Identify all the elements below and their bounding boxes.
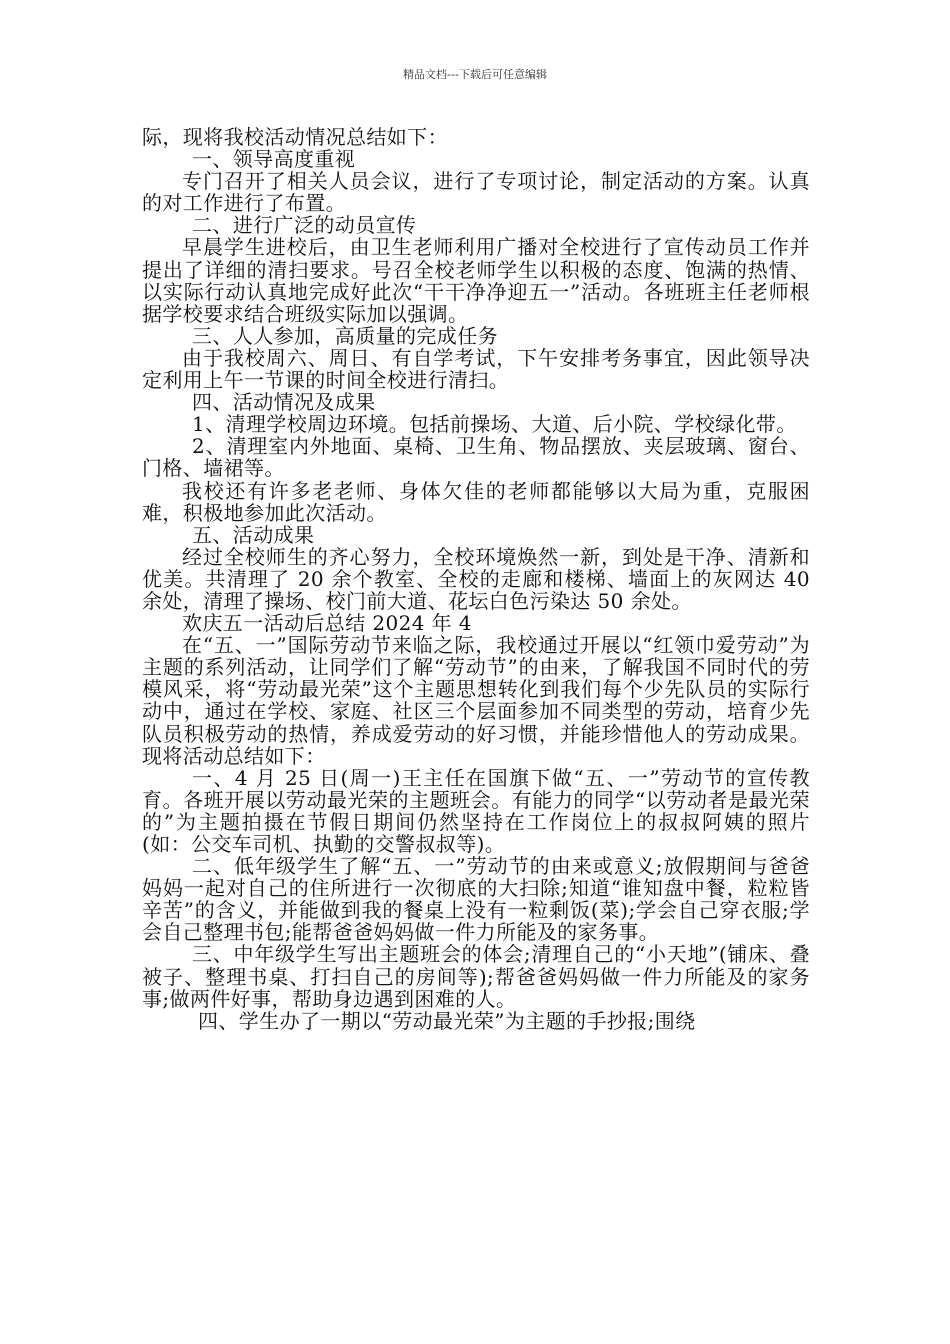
section-heading: 二、进行广泛的动员宣传 — [192, 213, 417, 238]
section-heading: 三、人人参加，高质量的完成任务 — [192, 323, 498, 348]
paragraph: 2、清理室内外地面、桌椅、卫生角、物品摆放、夹层玻璃、窗台、门格、墙裙等。 — [142, 434, 810, 481]
paragraph: 四、学生办了一期以“劳动最光荣”为主题的手抄报;围绕 — [198, 1008, 696, 1033]
paragraph: 际，现将我校活动情况总结如下： — [142, 125, 448, 149]
paragraph: 1、清理学校周边环境。包括前操场、大道、后小院、学校绿化带。 — [192, 412, 797, 437]
page-header: 精品文档---下载后可任意编辑 — [403, 68, 547, 81]
paragraph: 在“五、一”国际劳动节来临之际，我校通过开展以“红领巾爱劳动”为主题的系列活动，让同学们了解“劳动节”的由来，了解我国不同时代的劳模风采，将“劳动最光荣”这个主题思想转化到我们每个少先队员的实际行动中，通过在学校、家庭、社区三个层面参加不同类型的劳动，培育少先队员积极劳动的热情，养成爱劳动的好习惯，并能珍惜他人的劳动成果。现将活动总结如下： — [142, 633, 810, 768]
paragraph: 二、低年级学生了解“五、一”劳动节的由来或意义;放假期间与爸爸妈妈一起对自己的住所进行一次彻底的大扫除;知道“谁知盘中餐，粒粒皆辛苦”的含义，并能做到我的餐桌上没有一粒剩饭(菜);学会自己穿衣服;学会自己整理书包;能帮爸爸妈妈做一件力所能及的家务事。 — [142, 854, 810, 945]
paragraph: 经过全校师生的齐心努力，全校环境焕然一新，到处是干净、清新和优美。共清理了 20 余个教室、全校的走廊和楼梯、墙面上的灰网达 40 余处，清理了操场、校门前大道、花坛白色污染达 50 余处。 — [142, 544, 810, 613]
paragraph: 三、中年级学生写出主题班会的体会;清理自己的“小天地”(铺床、叠被子、整理书桌、打扫自己的房间等);帮爸爸妈妈做一件力所能及的家务事;做两件好事，帮助身边遇到困难的人。 — [142, 942, 810, 1011]
paragraph: 由于我校周六、周日、有自学考试，下午安排考务事宜，因此领导决定利用上午一节课的时间全校进行清扫。 — [142, 345, 810, 393]
section-heading: 四、活动情况及成果 — [192, 390, 376, 415]
section-heading: 一、领导高度重视 — [192, 147, 356, 172]
document-title: 欢庆五一活动后总结 2024 年 4 — [182, 611, 472, 636]
paragraph: 一、4 月 25 日(周一)王主任在国旗下做“五、一”劳动节的宣传教育。各班开展以劳动最光荣的主题班会。有能力的同学“以劳动者是最光荣的”为主题拍摄在节假日期间仍然坚持在工作岗位上的叔叔阿姨的照片(如：公交车司机、执勤的交警叔叔等)。 — [142, 765, 810, 856]
paragraph: 早晨学生进校后，由卫生老师利用广播对全校进行了宣传动员工作并提出了详细的清扫要求。号召全校老师学生以积极的态度、饱满的热情、以实际行动认真地完成好此次“干干净净迎五一”活动。各班班主任老师根据学校要求结合班级实际加以强调。 — [142, 235, 810, 326]
document-body — [142, 126, 810, 1032]
paragraph: 专门召开了相关人员会议，进行了专项讨论，制定活动的方案。认真的对工作进行了布置。 — [142, 169, 810, 216]
paragraph: 我校还有许多老老师、身体欠佳的老师都能够以大局为重，克服困难，积极地参加此次活动。 — [142, 478, 810, 525]
section-heading: 五、活动成果 — [192, 522, 315, 547]
